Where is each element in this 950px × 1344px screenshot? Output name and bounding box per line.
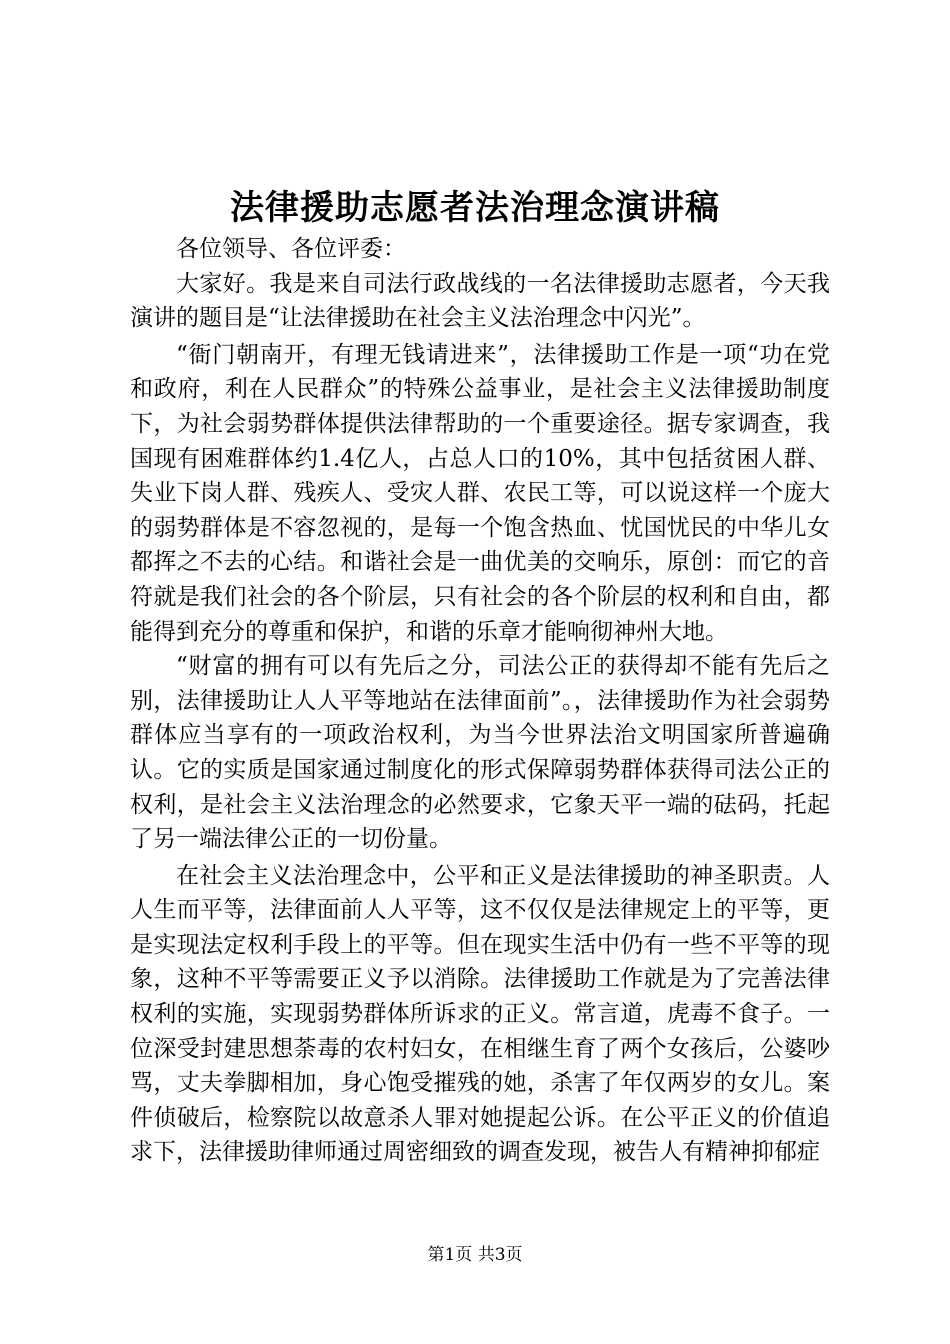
page-number: 第1页 共3页 bbox=[427, 1245, 523, 1265]
document-body bbox=[130, 232, 830, 1170]
salutation: 各位领导、各位评委： bbox=[176, 236, 406, 262]
document-title: 法律援助志愿者法治理念演讲稿 bbox=[230, 188, 720, 228]
paragraph-legal-aid-overview: “衙门朝南开，有理无钱请进来”，法律援助工作是一项“功在党和政府，利在人民群众”的特殊公益事业，是社会主义法律援助制度下，为社会弱势群体提供法律帮助的一个重要途径。据专家调查，我国现有困难群体约1.4亿人，占总人口的10%，其中包括贫困人群、失业下岗人群、残疾人、受灾人群、农民工等，可以说这样一个庞大的弱势群体是不容忽视的，是每一个饱含热血、忧国忧民的中华儿女都挥之不去的心结。和谐社会是一曲优美的交响乐，原创：而它的音符就是我们社会的各个阶层，只有社会的各个阶层的权利和自由，都能得到充分的尊重和保护，和谐的乐章才能响彻神州大地。 bbox=[130, 341, 830, 645]
paragraph-fairness-justice: 在社会主义法治理念中，公平和正义是法律援助的神圣职责。人人生而平等，法律面前人人平等，这不仅仅是法律规定上的平等，更是实现法定权利手段上的平等。但在现实生活中仍有一些不平等的现象，这种不平等需要正义予以消除。法律援助工作就是为了完善法律权利的实施，实现弱势群体所诉求的正义。常言道，虎毒不食子。一位深受封建思想荼毒的农村妇女，在相继生育了两个女孩后，公婆吵骂，丈夫拳脚相加，身心饱受摧残的她，杀害了年仅两岁的女儿。案件侦破后，检察院以故意杀人罪对她提起公诉。在公平正义的价值追求下，法律援助律师通过周密细致的调查发现，被告人有精神抑郁症 bbox=[130, 862, 830, 1166]
paragraph-intro: 大家好。我是来自司法行政战线的一名法律援助志愿者，今天我演讲的题目是“让法律援助在社会主义法治理念中闪光”。 bbox=[130, 270, 830, 332]
paragraph-judicial-fairness: “财富的拥有可以有先后之分，司法公正的获得却不能有先后之别，法律援助让人人平等地站在法律面前”。，法律援助作为社会弱势群体应当享有的一项政治权利，为当今世界法治文明国家所普遍确认。它的实质是国家通过制度化的形式保障弱势群体获得司法公正的权利，是社会主义法治理念的必然要求，它象天平一端的砝码，托起了另一端法律公正的一切份量。 bbox=[130, 653, 830, 853]
